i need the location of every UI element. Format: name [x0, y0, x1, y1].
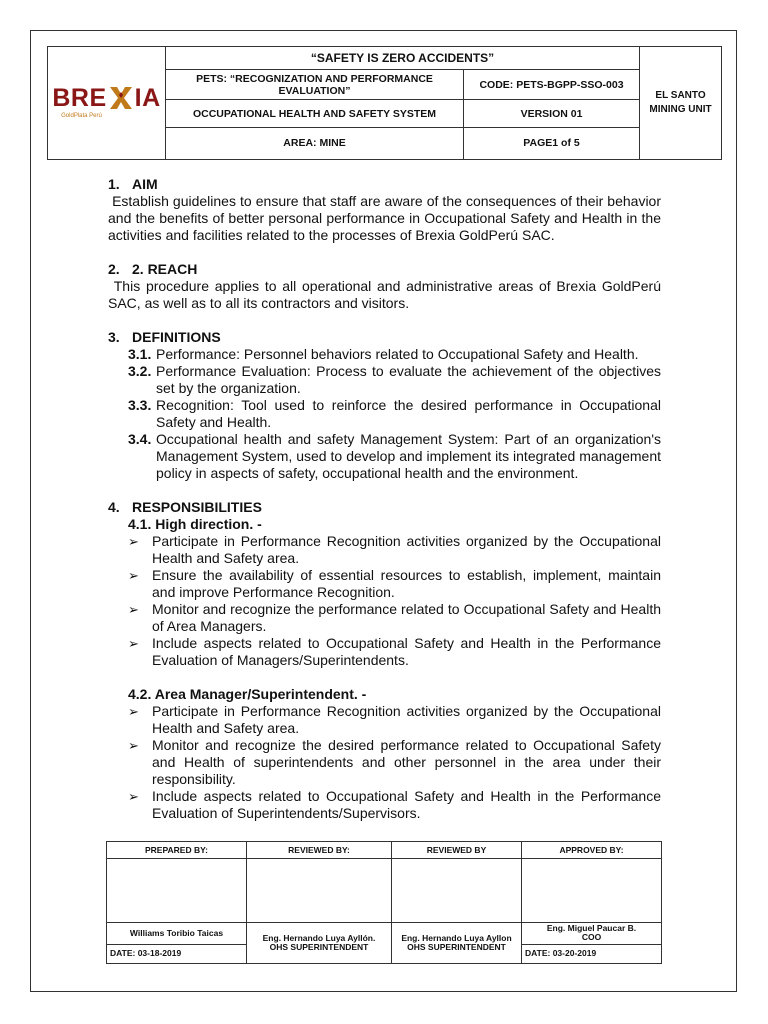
- aim-paragraph: Establish guidelines to ensure that staff are aware of the consequences of their behavior and the benefits of better personal performance in Occupational Safety and Health in the activities and facilities related to the processes of Brexia GoldPerú SAC.: [108, 193, 665, 243]
- section-heading-reach: 2. 2. REACH: [108, 261, 198, 277]
- list-item: ➢ Participate in Performance Recognition activities organized by the Occupational Health and Safety area.: [108, 533, 661, 567]
- list-item: ➢ Include aspects related to Occupational Safety and Health in the Performance Evaluation of Managers/Superintendents.: [108, 635, 661, 669]
- system-name: OCCUPATIONAL HEALTH AND SAFETY SYSTEM: [166, 100, 464, 127]
- definition-item: 3.1. Performance: Personnel behaviors related to Occupational Safety and Health.: [128, 346, 639, 362]
- brexia-logo: BRE IA: [52, 83, 161, 112]
- preparer-name: Williams Toribio Taicas: [107, 922, 247, 944]
- arrow-bullet-icon: ➢: [128, 789, 139, 804]
- subsection-heading-high-direction: 4.1. High direction. -: [128, 516, 262, 532]
- reviewer-2-name: Eng. Hernando Luya Ayllon: [401, 932, 512, 943]
- signature-table: [106, 841, 662, 964]
- logo-cell: [48, 47, 166, 160]
- approved-by-header: APPROVED BY:: [522, 842, 662, 859]
- reviewed-by-header: REVIEWED BY: [392, 842, 522, 859]
- logo-x-icon: [108, 85, 134, 111]
- list-item: ➢ Include aspects related to Occupational Safety and Health in the Performance Evaluation of Superintendents/Supervisors.: [108, 788, 661, 822]
- definition-item: 3.3. Recognition: Tool used to reinforce the desired performance in Occupational Safety and Health.: [128, 397, 661, 430]
- signature-space: [392, 859, 522, 923]
- document-header-table: [47, 46, 722, 160]
- list-item: ➢ Monitor and recognize the desired performance related to Occupational Safety and Health of superintendents and other personnel in the area under their responsibility.: [108, 737, 661, 788]
- list-item: ➢ Ensure the availability of essential resources to establish, implement, maintain and improve Performance Recognition.: [108, 567, 661, 601]
- approver-name: Eng. Miguel Paucar B.: [546, 923, 637, 934]
- list-item: ➢ Participate in Performance Recognition activities organized by the Occupational Health and Safety area.: [108, 703, 661, 737]
- arrow-bullet-icon: ➢: [128, 738, 139, 753]
- reviewed-by-header: REVIEWED BY:: [247, 842, 392, 859]
- arrow-bullet-icon: ➢: [128, 568, 139, 583]
- signature-space: [247, 859, 392, 923]
- prepared-by-header: PREPARED BY:: [107, 842, 247, 859]
- list-item: ➢ Monitor and recognize the performance related to Occupational Safety and Health of Area Managers.: [108, 601, 661, 635]
- approved-date: DATE: 03-20-2019: [522, 944, 662, 964]
- document-version: VERSION 01: [464, 100, 640, 127]
- reviewer-2-role: OHS SUPERINTENDENT: [407, 941, 506, 952]
- approver-cell: [522, 922, 662, 944]
- arrow-bullet-icon: ➢: [128, 602, 139, 617]
- pets-title: PETS: “RECOGNIZATION AND PERFORMANCE EVALUATION”: [166, 70, 464, 100]
- definition-item: 3.4. Occupational health and safety Management System: Part of an organization's Management System, used to develop and implement its integrated management policy in aspects of safety, occupational health and the environment.: [128, 431, 661, 481]
- reviewer-1-role: OHS SUPERINTENDENT: [269, 941, 369, 952]
- arrow-bullet-icon: ➢: [128, 704, 139, 719]
- definition-item: 3.2. Performance Evaluation: Process to evaluate the achievement of the objectives set by the organization.: [128, 363, 661, 396]
- mining-unit: EL SANTO MINING UNIT: [640, 47, 722, 160]
- reviewer-1-name: Eng. Hernando Luya Ayllón.: [262, 932, 376, 943]
- reach-paragraph: This procedure applies to all operational and administrative areas of Brexia GoldPerú SAC, as well as to all its contractors and visitors.: [108, 278, 665, 311]
- logo-subtitle: GoldPlata Perú: [61, 112, 102, 119]
- reviewer-1-cell: [247, 922, 392, 963]
- safety-slogan: “SAFETY IS ZERO ACCIDENTS”: [166, 47, 640, 70]
- document-body: [108, 176, 665, 822]
- area-label: AREA: MINE: [166, 127, 464, 159]
- section-heading-aim: 1. AIM: [108, 176, 158, 192]
- section-heading-definitions: 3. DEFINITIONS: [108, 329, 221, 345]
- reviewer-2-cell: [392, 922, 522, 963]
- signature-space: [107, 859, 247, 923]
- section-heading-responsibilities: 4. RESPONSIBILITIES: [108, 499, 262, 515]
- arrow-bullet-icon: ➢: [128, 636, 139, 651]
- signature-space: [522, 859, 662, 923]
- page-number: PAGE1 of 5: [464, 127, 640, 159]
- arrow-bullet-icon: ➢: [128, 534, 139, 549]
- approver-role: COO: [581, 932, 602, 943]
- subsection-heading-area-manager: 4.2. Area Manager/Superintendent. -: [128, 686, 367, 702]
- prepared-date: DATE: 03-18-2019: [107, 944, 247, 964]
- document-code: CODE: PETS-BGPP-SSO-003: [464, 70, 640, 100]
